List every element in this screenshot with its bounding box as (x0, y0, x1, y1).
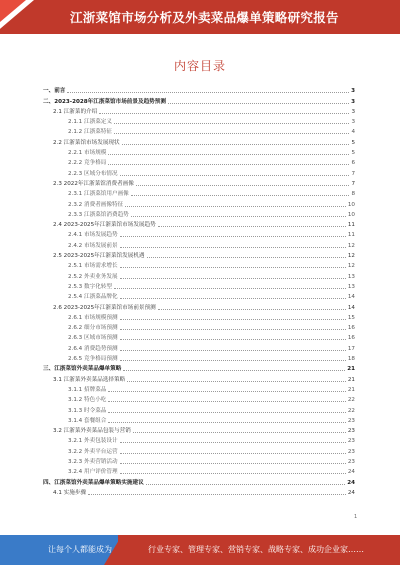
toc-entry-page: 24 (347, 469, 355, 476)
toc-entry[interactable] (43, 126, 355, 136)
toc-dot-leader (114, 287, 346, 289)
toc-entry[interactable] (43, 167, 355, 177)
toc-entry-page: 17 (347, 345, 355, 352)
toc-entry-title: 2.2.2 竞争格局 (68, 160, 107, 167)
toc-entry[interactable] (43, 250, 355, 260)
toc-entry-page: 16 (347, 335, 355, 342)
toc-entry-page: 11 (347, 232, 355, 239)
toc-dot-leader (125, 205, 346, 207)
toc-entry-page: 13 (347, 273, 355, 280)
toc-entry[interactable] (43, 209, 355, 219)
toc-entry-title: 2.6 2023-2025年江浙菜馆市场前景预测 (53, 304, 156, 311)
toc-dot-leader (131, 194, 350, 196)
toc-dot-leader (120, 318, 346, 320)
toc-entry-title: 2.4.2 市场发展前景 (68, 242, 118, 249)
toc-entry-page: 21 (347, 386, 355, 393)
toc-dot-leader (122, 143, 350, 145)
toc-entry-page: 3 (351, 98, 355, 105)
toc-entry-title: 3.2.1 外卖包装设计 (68, 438, 118, 445)
toc-entry-title: 2.1 江浙菜的介绍 (53, 108, 98, 115)
toc-entry-page: 12 (347, 242, 355, 249)
toc-dot-leader (120, 297, 346, 299)
toc-entry-title: 2.6.2 细分市场预测 (68, 325, 118, 332)
toc-entry-title: 4.1 实施步骤 (53, 489, 87, 496)
toc-dot-leader (120, 338, 346, 340)
toc-entry[interactable] (43, 476, 355, 486)
toc-entry-title: 3.1.1 招牌菜品 (68, 386, 107, 393)
toc-dot-leader (88, 493, 346, 495)
toc-entry-title: 2.6.4 消费趋势预测 (68, 345, 118, 352)
toc-entry-title: 2.4 2023-2025年江浙菜馆市场发展趋势 (53, 222, 156, 229)
toc-entry[interactable] (43, 404, 355, 414)
footer-slogan-right: 行业专家、管理专家、营销专家、战略专家、成功企业家…… (148, 545, 364, 554)
toc-dot-leader (131, 215, 346, 217)
toc-entry[interactable] (43, 136, 355, 146)
report-title: 江浙菜馆市场分析及外卖菜品爆单策略研究报告 (70, 10, 339, 25)
toc-entry-title: 3.2 江浙菜外卖菜品包装与营销 (53, 428, 131, 435)
toc-dot-leader (120, 174, 350, 176)
toc-entry[interactable] (43, 312, 355, 322)
toc-entry[interactable] (43, 353, 355, 363)
toc-dot-leader (108, 390, 345, 392)
toc-entry-page: 14 (347, 294, 355, 301)
toc-entry-page: 24 (347, 489, 355, 496)
toc-entry[interactable] (43, 342, 355, 352)
toc-dot-leader (146, 483, 346, 485)
toc-dot-leader (108, 163, 349, 165)
toc-dot-leader (99, 112, 349, 114)
toc-entry-page: 12 (347, 253, 355, 260)
toc-entry[interactable] (43, 445, 355, 455)
toc-entry[interactable] (43, 198, 355, 208)
toc-entry-page: 4 (351, 129, 355, 136)
toc-entry-title: 三、江浙菜馆外卖菜品爆单策略 (43, 366, 122, 373)
toc-entry[interactable] (43, 157, 355, 167)
toc-entry[interactable] (43, 291, 355, 301)
toc-entry-page: 5 (351, 139, 355, 146)
toc-entry-page: 6 (351, 160, 355, 167)
toc-entry-title: 2.3.1 江浙菜馆用户画像 (68, 191, 129, 198)
toc-entry[interactable] (43, 466, 355, 476)
toc-entry[interactable] (43, 147, 355, 157)
toc-entry-title: 2.1.2 江浙菜特征 (68, 129, 112, 136)
toc-entry-title: 3.2.2 外卖平台运营 (68, 448, 118, 455)
toc-dot-leader (120, 452, 346, 454)
toc-entry[interactable] (43, 415, 355, 425)
toc-entry-title: 3.1.3 时令菜品 (68, 407, 107, 414)
toc-entry-page: 3 (351, 108, 355, 115)
toc-entry[interactable] (43, 384, 355, 394)
table-of-contents (43, 85, 355, 497)
toc-entry-title: 3.1.2 特色小吃 (68, 397, 107, 404)
toc-entry-page: 14 (347, 304, 355, 311)
toc-entry[interactable] (43, 188, 355, 198)
toc-entry-title: 2.3 2022年江浙菜馆消费者画像 (53, 180, 134, 187)
footer-slogan-left: 让每个人都能成为 (48, 545, 112, 554)
toc-entry-page: 10 (347, 211, 355, 218)
toc-entry-title: 一、前言 (43, 88, 66, 95)
toc-dot-leader (108, 400, 345, 402)
toc-entry-title: 2.3.2 消费者画像特征 (68, 201, 124, 208)
toc-entry[interactable] (43, 219, 355, 229)
toc-entry-title: 2.5.2 外卖业务发展 (68, 273, 118, 280)
toc-dot-leader (114, 132, 349, 134)
toc-dot-leader (120, 235, 346, 237)
toc-entry-title: 2.2.3 区域分布情况 (68, 170, 118, 177)
toc-entry-page: 5 (351, 150, 355, 157)
toc-dot-leader (120, 246, 346, 248)
toc-entry-page: 23 (347, 438, 355, 445)
toc-entry[interactable] (43, 270, 355, 280)
toc-dot-leader (133, 431, 346, 433)
toc-entry[interactable] (43, 394, 355, 404)
toc-entry[interactable] (43, 435, 355, 445)
toc-entry[interactable] (43, 487, 355, 497)
toc-entry-title: 2.5.4 江浙菜品牌化 (68, 294, 118, 301)
toc-entry[interactable] (43, 178, 355, 188)
toc-dot-leader (108, 421, 345, 423)
toc-entry[interactable] (43, 229, 355, 239)
toc-entry[interactable] (43, 106, 355, 116)
toc-dot-leader (158, 308, 346, 310)
toc-entry-title: 3.1 江浙菜外卖菜品选择策略 (53, 376, 126, 383)
toc-entry-page: 22 (347, 407, 355, 414)
toc-entry[interactable] (43, 281, 355, 291)
toc-entry-title: 3.1.4 套餐组合 (68, 417, 107, 424)
toc-dot-leader (108, 411, 345, 413)
toc-entry-page: 21 (347, 376, 355, 383)
toc-entry-title: 2.6.1 市场规模预测 (68, 314, 118, 321)
toc-entry-title: 2.6.5 竞争格局预测 (68, 356, 118, 363)
toc-entry-page: 24 (347, 479, 355, 486)
toc-entry[interactable] (43, 239, 355, 249)
toc-entry-title: 四、江浙菜馆外卖菜品爆单策略实施建议 (43, 479, 144, 486)
toc-entry-page: 12 (347, 263, 355, 270)
toc-entry-page: 3 (351, 119, 355, 126)
toc-dot-leader (114, 122, 349, 124)
toc-entry[interactable] (43, 373, 355, 383)
toc-dot-leader (158, 225, 346, 227)
toc-entry-title: 2.5.1 市场需求增长 (68, 263, 118, 270)
toc-entry-page: 16 (347, 325, 355, 332)
toc-entry-page: 13 (347, 283, 355, 290)
toc-dot-leader (120, 349, 346, 351)
toc-entry[interactable] (43, 363, 355, 373)
toc-entry-title: 2.5.3 数字化转型 (68, 283, 112, 290)
toc-entry-page: 23 (347, 458, 355, 465)
toc-entry-page: 21 (347, 366, 355, 373)
toc-entry[interactable] (43, 322, 355, 332)
toc-entry-page: 8 (351, 191, 355, 198)
toc-entry[interactable] (43, 301, 355, 311)
toc-entry-title: 2.1.1 江浙菜定义 (68, 119, 112, 126)
toc-dot-leader (123, 369, 345, 371)
toc-entry-title: 2.3.3 江浙菜馆消费趋势 (68, 211, 129, 218)
toc-dot-leader (120, 472, 346, 474)
toc-entry[interactable] (43, 85, 355, 95)
toc-entry-page: 11 (347, 222, 355, 229)
toc-entry-title: 2.2.1 市场规模 (68, 150, 107, 157)
toc-entry[interactable] (43, 332, 355, 342)
toc-dot-leader (120, 359, 346, 361)
header-corner-accent (0, 0, 26, 22)
page-footer (0, 535, 400, 565)
toc-entry-page: 10 (347, 201, 355, 208)
toc-entry-title: 3.2.4 用户评价管理 (68, 469, 118, 476)
toc-entry[interactable] (43, 456, 355, 466)
toc-entry-page: 18 (347, 356, 355, 363)
toc-entry-title: 2.4.1 市场发展趋势 (68, 232, 118, 239)
toc-dot-leader (120, 266, 346, 268)
toc-entry-title: 2.2 江浙菜馆市场发展现状 (53, 139, 120, 146)
page-number: 1 (354, 514, 358, 520)
toc-dot-leader (120, 441, 346, 443)
toc-entry[interactable] (43, 95, 355, 105)
toc-dot-leader (120, 462, 346, 464)
toc-dot-leader (147, 256, 346, 258)
toc-entry-page: 7 (351, 170, 355, 177)
toc-entry-page: 23 (347, 417, 355, 424)
toc-dot-leader (108, 153, 349, 155)
toc-entry-page: 15 (347, 314, 355, 321)
toc-entry-title: 2.6.3 区域市场预测 (68, 335, 118, 342)
toc-entry-page: 23 (347, 428, 355, 435)
toc-dot-leader (120, 328, 346, 330)
toc-dot-leader (67, 91, 349, 93)
toc-entry-page: 7 (351, 180, 355, 187)
toc-entry-title: 2.5 2023-2025年江浙菜馆发展机遇 (53, 253, 145, 260)
toc-heading: 内容目录 (173, 59, 226, 73)
toc-dot-leader (168, 102, 349, 104)
report-header (0, 0, 400, 34)
toc-dot-leader (120, 277, 346, 279)
toc-entry[interactable] (43, 260, 355, 270)
toc-entry-title: 二、2023-2028年江浙菜馆市场前景及趋势预测 (43, 98, 166, 105)
toc-entry-page: 22 (347, 397, 355, 404)
toc-entry[interactable] (43, 116, 355, 126)
toc-entry-page: 23 (347, 448, 355, 455)
toc-dot-leader (127, 380, 346, 382)
toc-entry-page: 3 (351, 88, 355, 95)
toc-entry[interactable] (43, 425, 355, 435)
toc-dot-leader (136, 184, 350, 186)
toc-entry-title: 3.2.3 外卖营销活动 (68, 458, 118, 465)
